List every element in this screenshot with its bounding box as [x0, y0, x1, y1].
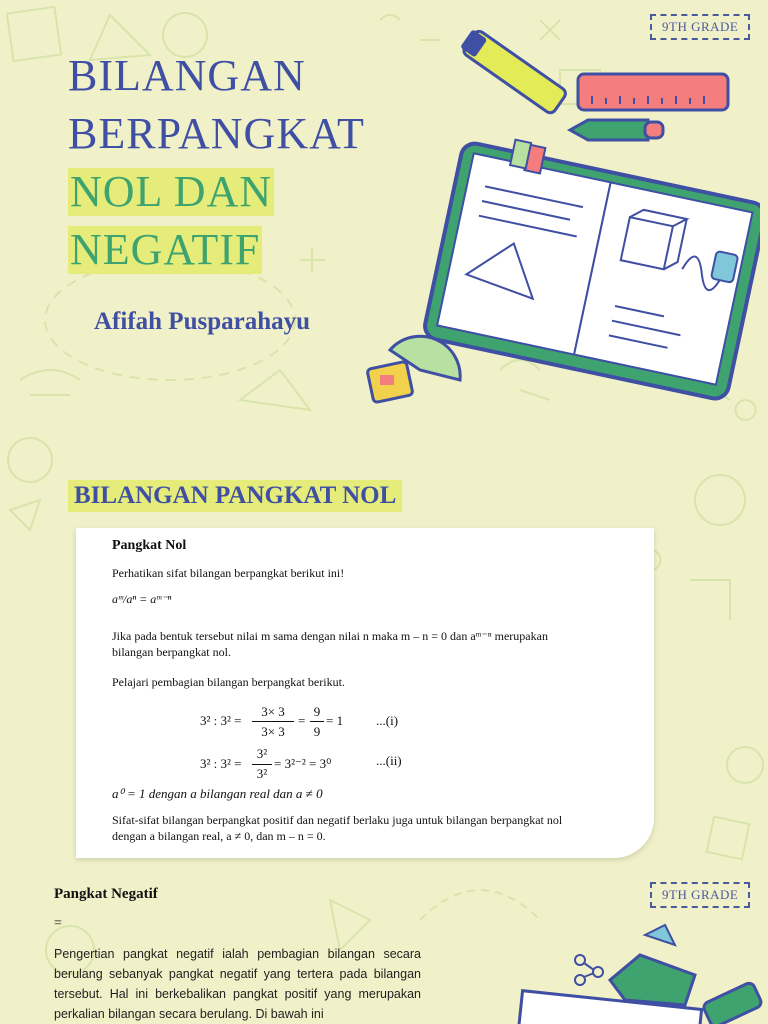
eraser-icon — [702, 981, 763, 1024]
eq2-fraction-bar — [252, 764, 272, 765]
pangkat-negatif-paragraph: Pengertian pangkat negatif ialah pembagian bilangan secara berulang sebanyak pangkat negatif yang tertera pada bilangan tersebut. Hal ini berkebalikan pangkat positif yang merupakan perkalian bilangan secara berulang. Di bawah ini — [54, 947, 421, 1021]
eq2-lhs: 3² : 3² = — [200, 756, 242, 771]
pangkat-negatif-equation: = — [54, 916, 62, 931]
card-formula: aᵐ/aⁿ = aᵐ⁻ⁿ — [112, 592, 172, 606]
card-para1-line2: bilangan berpangkat nol. — [112, 645, 231, 659]
marker-icon — [610, 925, 695, 1005]
eq2-denominator: 3² — [256, 766, 268, 781]
title-line-4: NEGATIF — [70, 225, 261, 274]
eq2-tag: ...(ii) — [376, 753, 402, 768]
card-para2: Pelajari pembagian bilangan berpangkat berikut. — [112, 675, 345, 689]
notebook-icon — [422, 129, 760, 401]
ruler-icon — [578, 74, 728, 110]
eq1-denominator-2: 9 — [313, 724, 321, 739]
eq1-denominator: 3× 3 — [261, 724, 285, 739]
card-para1-line1: Jika pada bentuk tersebut nilai m sama dengan nilai n maka m – n = 0 dan aᵐ⁻ⁿ merupakan — [112, 629, 548, 643]
card-heading: Pangkat Nol — [112, 538, 187, 553]
eq1-fraction-bar — [252, 721, 294, 722]
marker-icon — [570, 120, 663, 140]
eq1-equals: = — [298, 713, 306, 728]
eq1-result: = 1 — [326, 713, 344, 728]
author-name: Afifah Pusparahayu — [94, 308, 311, 335]
eq1-fraction-bar-2 — [310, 721, 324, 722]
grade-badge-bottom: 9TH GRADE — [650, 882, 750, 908]
bottom-stationery-illustration — [500, 920, 768, 1024]
eq2-result: = 3²⁻² = 3⁰ — [274, 756, 332, 771]
eq1-numerator: 3× 3 — [261, 704, 285, 719]
stationery-illustration — [360, 20, 760, 420]
card-para3-line1: Sifat-sifat bilangan berpangkat positif dan negatif berlaku juga untuk bilangan berpangkat nol — [112, 813, 563, 827]
eq1-tag: ...(i) — [376, 713, 399, 728]
card-para3-line2: dengan a bilangan real, a ≠ 0, dan m – n = 0. — [112, 829, 326, 843]
title-line-1: BILANGAN — [68, 51, 306, 100]
title-line-2: BERPANGKAT — [68, 109, 365, 158]
pangkat-negatif-heading: Pangkat Negatif — [54, 886, 158, 902]
eq1-numerator-2: 9 — [313, 704, 321, 719]
sharpener-icon — [367, 336, 460, 403]
highlighter-icon — [458, 27, 567, 115]
grade-badge: 9TH GRADE — [650, 14, 750, 40]
section-heading: BILANGAN PANGKAT NOL — [68, 480, 402, 512]
eq2-numerator: 3² — [256, 746, 268, 761]
card-intro: Perhatikan sifat bilangan berpangkat berikut ini! — [112, 566, 345, 580]
molecule-icon — [575, 955, 603, 985]
card-conclusion: a⁰ = 1 dengan a bilangan real dan a ≠ 0 — [112, 786, 323, 801]
eq1-lhs: 3² : 3² = — [200, 713, 242, 728]
title-line-3: NOL DAN — [70, 167, 273, 216]
content-card — [76, 528, 654, 858]
